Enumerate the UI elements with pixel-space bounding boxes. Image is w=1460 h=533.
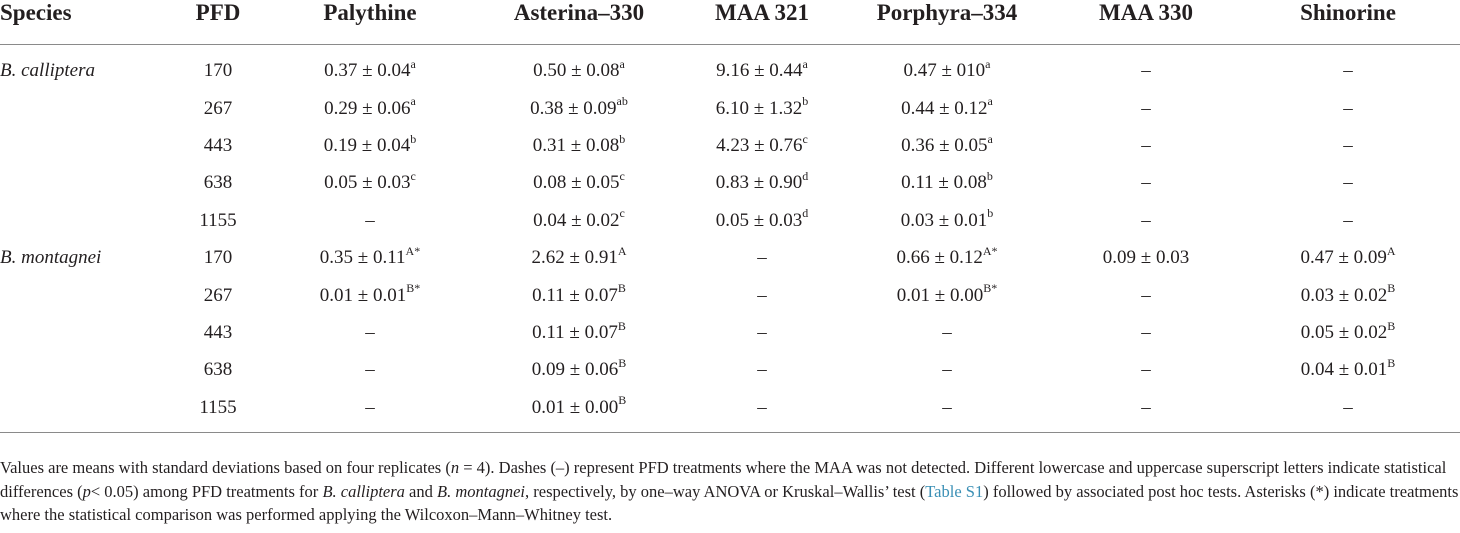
cell-value: 0.11 ± 0.07 <box>532 284 618 306</box>
value-cell <box>1056 352 1236 389</box>
cell-superscript: a <box>410 56 416 71</box>
pfd-cell: 267 <box>203 284 233 306</box>
species-cell: B. montagnei <box>0 247 102 269</box>
cell-superscript: a <box>410 94 416 109</box>
cell-value: – <box>1141 396 1151 418</box>
value-cell <box>838 239 1056 276</box>
species-cell <box>0 127 168 164</box>
cell-value: 0.09 ± 0.03 <box>1102 247 1190 269</box>
cell-superscript: A <box>1386 243 1396 258</box>
species-cell <box>0 389 168 433</box>
cell-value: 0.11 ± 0.07 <box>532 321 618 343</box>
value-cell <box>1236 352 1460 389</box>
cell-value: 0.01 ± 0.01 <box>319 284 407 306</box>
value-cell <box>686 127 838 164</box>
cell-superscript: A* <box>405 243 421 258</box>
value-cell <box>1236 277 1460 314</box>
cell-superscript: a <box>985 56 991 71</box>
value-cell <box>472 277 686 314</box>
cell-value: 0.05 ± 0.03 <box>715 209 803 231</box>
cell-value: 0.01 ± 0.00 <box>531 396 619 418</box>
cell-value: – <box>757 247 767 269</box>
cell-value: – <box>365 321 375 343</box>
value-cell <box>472 202 686 239</box>
header-asterina-330: Asterina–330 <box>472 0 686 44</box>
header-maa-321: MAA 321 <box>686 0 838 44</box>
cell-value: 2.62 ± 0.91 <box>531 247 618 269</box>
cell-value: 0.83 ± 0.90 <box>715 172 803 194</box>
cell-superscript: a <box>619 56 625 71</box>
cell-value: – <box>757 284 767 306</box>
value-cell <box>1056 202 1236 239</box>
cell-superscript: ab <box>616 94 628 109</box>
value-cell <box>268 352 472 389</box>
species-cell <box>0 352 168 389</box>
cell-superscript: B <box>1387 281 1396 296</box>
cell-superscript: c <box>802 131 808 146</box>
header-palythine: Palythine <box>268 0 472 44</box>
cell-superscript: b <box>802 94 809 109</box>
value-cell <box>686 314 838 351</box>
cell-superscript: c <box>619 206 625 221</box>
table-row <box>0 165 1460 202</box>
pfd-cell: 443 <box>203 134 233 156</box>
value-cell <box>838 277 1056 314</box>
cell-superscript: d <box>802 206 809 221</box>
value-cell <box>686 239 838 276</box>
table-row <box>0 314 1460 351</box>
cell-superscript: B <box>1387 318 1396 333</box>
cell-superscript: b <box>410 131 417 146</box>
value-cell <box>686 90 838 127</box>
value-cell <box>1056 44 1236 90</box>
value-cell <box>472 389 686 433</box>
cell-superscript: B <box>618 393 627 408</box>
cell-value: 9.16 ± 0.44 <box>716 60 803 82</box>
cell-value: 0.38 ± 0.09 <box>530 97 617 119</box>
cell-value: 0.29 ± 0.06 <box>324 97 411 119</box>
footnote-text: Values are means with standard deviations based on four replicates (n = 4). Dashes (–) represent PFD treatments where the MAA was not detected. Different lowercase and uppercase superscript letters indicate statistical differences (p< 0.05) among PFD treatments for B. calliptera and B. montagnei, respectively, by one–way ANOVA or Kruskal–Wallis’ test (Table S1) followed by associated post hoc tests. Asterisks (*) indicate treatments where the statistical comparison was performed applying the Wilcoxon–Mann–Whitney test. <box>0 458 1459 524</box>
table-s1-link[interactable]: Table S1 <box>925 481 984 501</box>
cell-value: – <box>1343 97 1353 119</box>
cell-value: 6.10 ± 1.32 <box>715 97 803 119</box>
cell-value: – <box>1141 134 1151 156</box>
value-cell <box>268 239 472 276</box>
value-cell <box>1236 127 1460 164</box>
pfd-cell: 170 <box>203 247 233 269</box>
value-cell <box>472 44 686 90</box>
pfd-cell: 638 <box>203 359 233 381</box>
cell-value: 0.03 ± 0.01 <box>900 209 988 231</box>
cell-value: – <box>1141 284 1151 306</box>
cell-value: – <box>1141 172 1151 194</box>
cell-value: – <box>1141 321 1151 343</box>
cell-value: 0.09 ± 0.06 <box>531 359 619 381</box>
cell-value: 0.05 ± 0.02 <box>1300 321 1388 343</box>
cell-superscript: b <box>986 169 993 184</box>
table-header <box>0 0 1460 44</box>
value-cell <box>1236 239 1460 276</box>
value-cell <box>838 314 1056 351</box>
value-cell <box>472 314 686 351</box>
cell-value: – <box>1141 97 1151 119</box>
value-cell <box>472 90 686 127</box>
header-species: Species <box>0 0 168 44</box>
species-cell <box>0 165 168 202</box>
value-cell <box>1236 314 1460 351</box>
cell-superscript: d <box>802 169 809 184</box>
cell-value: 4.23 ± 0.76 <box>716 134 803 156</box>
cell-superscript: b <box>987 206 994 221</box>
value-cell <box>472 165 686 202</box>
cell-superscript: B* <box>406 281 421 296</box>
cell-value: – <box>365 209 375 231</box>
cell-value: – <box>757 396 767 418</box>
species-cell: B. calliptera <box>0 60 95 82</box>
value-cell <box>1056 127 1236 164</box>
table-row <box>0 44 1460 90</box>
value-cell <box>686 44 838 90</box>
value-cell <box>838 389 1056 433</box>
value-cell <box>268 277 472 314</box>
pfd-cell: 170 <box>203 60 233 82</box>
value-cell <box>1236 165 1460 202</box>
value-cell <box>686 389 838 433</box>
value-cell <box>686 277 838 314</box>
pfd-cell: 443 <box>203 321 233 343</box>
cell-value: 0.11 ± 0.08 <box>901 172 987 194</box>
cell-value: – <box>757 359 767 381</box>
species-cell <box>0 314 168 351</box>
value-cell <box>686 165 838 202</box>
cell-value: – <box>942 396 952 418</box>
cell-superscript: B <box>1387 355 1396 370</box>
pfd-cell: 638 <box>203 172 233 194</box>
value-cell <box>1236 44 1460 90</box>
value-cell <box>838 352 1056 389</box>
cell-superscript: B <box>617 318 626 333</box>
value-cell <box>1236 389 1460 433</box>
cell-value: 0.47 ± 0.09 <box>1300 247 1387 269</box>
value-cell <box>1056 239 1236 276</box>
value-cell <box>268 90 472 127</box>
value-cell <box>1056 165 1236 202</box>
value-cell <box>268 127 472 164</box>
cell-superscript: A <box>617 243 627 258</box>
cell-value: 0.03 ± 0.02 <box>1300 284 1388 306</box>
header-porphyra-334: Porphyra–334 <box>838 0 1056 44</box>
value-cell <box>838 165 1056 202</box>
cell-value: – <box>942 321 952 343</box>
value-cell <box>1056 277 1236 314</box>
cell-value: 0.66 ± 0.12 <box>896 247 983 269</box>
pfd-cell: 1155 <box>199 209 237 231</box>
pfd-cell: 267 <box>203 97 233 119</box>
table-row <box>0 202 1460 239</box>
value-cell <box>838 90 1056 127</box>
value-cell <box>686 352 838 389</box>
value-cell <box>686 202 838 239</box>
value-cell <box>268 202 472 239</box>
cell-superscript: a <box>802 56 808 71</box>
value-cell <box>838 202 1056 239</box>
cell-value: 0.35 ± 0.11 <box>319 247 406 269</box>
table-body <box>0 44 1460 433</box>
cell-value: – <box>1343 396 1353 418</box>
cell-value: 0.44 ± 0.12 <box>901 97 988 119</box>
cell-superscript: B <box>617 281 626 296</box>
species-cell <box>0 277 168 314</box>
cell-value: 0.47 ± 010 <box>903 60 986 82</box>
value-cell <box>268 44 472 90</box>
cell-value: – <box>1343 172 1353 194</box>
value-cell <box>268 165 472 202</box>
cell-superscript: b <box>619 131 626 146</box>
table-row <box>0 90 1460 127</box>
cell-value: – <box>1343 209 1353 231</box>
value-cell <box>838 127 1056 164</box>
value-cell <box>838 44 1056 90</box>
cell-value: – <box>1141 209 1151 231</box>
cell-value: 0.31 ± 0.08 <box>532 134 620 156</box>
cell-value: 0.05 ± 0.03 <box>324 172 411 194</box>
cell-value: 0.04 ± 0.01 <box>1300 359 1388 381</box>
value-cell <box>268 389 472 433</box>
cell-superscript: B* <box>983 281 998 296</box>
cell-value: 0.19 ± 0.04 <box>323 134 411 156</box>
table-row <box>0 389 1460 433</box>
cell-superscript: c <box>619 169 625 184</box>
cell-value: – <box>1141 359 1151 381</box>
cell-value: 0.37 ± 0.04 <box>324 60 411 82</box>
cell-value: – <box>1343 60 1353 82</box>
cell-value: – <box>942 359 952 381</box>
value-cell <box>268 314 472 351</box>
value-cell <box>472 127 686 164</box>
value-cell <box>1056 389 1236 433</box>
cell-value: – <box>757 321 767 343</box>
value-cell <box>1056 314 1236 351</box>
value-cell <box>472 239 686 276</box>
table-row <box>0 277 1460 314</box>
header-row <box>0 0 1460 44</box>
table-row <box>0 239 1460 276</box>
table-footnote <box>0 456 1460 527</box>
species-cell <box>0 202 168 239</box>
cell-value: 0.01 ± 0.00 <box>896 284 984 306</box>
cell-superscript: A* <box>982 243 998 258</box>
cell-value: 0.50 ± 0.08 <box>533 60 620 82</box>
header-shinorine: Shinorine <box>1236 0 1460 44</box>
cell-value: – <box>1141 60 1151 82</box>
value-cell <box>1236 90 1460 127</box>
table-row <box>0 127 1460 164</box>
cell-superscript: B <box>618 355 627 370</box>
species-cell <box>0 90 168 127</box>
table-row <box>0 352 1460 389</box>
cell-value: – <box>365 396 375 418</box>
value-cell <box>1056 90 1236 127</box>
cell-value: 0.36 ± 0.05 <box>901 134 988 156</box>
cell-superscript: c <box>410 169 416 184</box>
header-pfd: PFD <box>168 0 268 44</box>
value-cell <box>1236 202 1460 239</box>
cell-value: 0.04 ± 0.02 <box>533 209 620 231</box>
cell-superscript: a <box>987 94 993 109</box>
pfd-cell: 1155 <box>168 389 268 433</box>
value-cell <box>472 352 686 389</box>
cell-superscript: a <box>987 131 993 146</box>
header-maa-330: MAA 330 <box>1056 0 1236 44</box>
cell-value: 0.08 ± 0.05 <box>533 172 620 194</box>
cell-value: – <box>365 359 375 381</box>
cell-value: – <box>1343 134 1353 156</box>
